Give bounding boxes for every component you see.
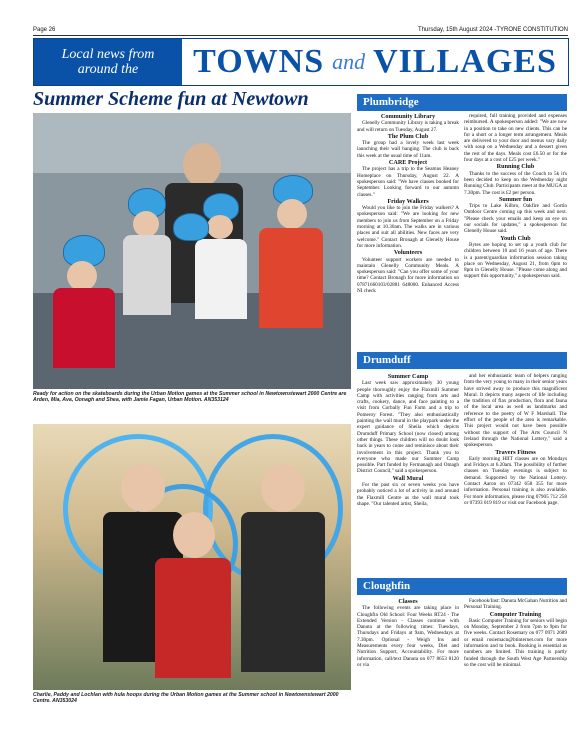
subheading: Computer Training bbox=[489, 610, 542, 618]
paragraph: Would you like to join the Friday walkers? A spokesperson said: "We are looking for new members to join us from September on a Friday morning at 10.30am. The walks are in various places and suit all abilities. New faces are very welcome." Contact Bronagh at Glenelly House for more information. bbox=[357, 205, 459, 249]
subheading: Running Club bbox=[496, 163, 535, 171]
child-face bbox=[121, 464, 165, 512]
page-number: Page 26 bbox=[33, 27, 56, 33]
cloughfin-column-2 bbox=[464, 598, 567, 710]
subheading: Summer Camp bbox=[387, 373, 429, 380]
banner-title bbox=[182, 39, 568, 85]
banner-towns: TOWNS bbox=[193, 43, 325, 80]
photo-skateboard-children bbox=[33, 113, 351, 389]
paragraph: Basic Computer Training for seniors will begin on Monday, September 2 from 7pm to 9pm for five weeks. Contact Rosemary on 077 0971 2689 or email rosiemacn@btinternet.com for more information and to book. Booking is essential as numbers are limited. This training is partly funded through the South West Age Partnership so the cost will be minimal. bbox=[464, 617, 567, 668]
child-face bbox=[173, 512, 215, 558]
plumbridge-column-1 bbox=[357, 113, 459, 341]
paragraph: Early morning HIIT classes are on Mondays and Fridays at 6.20am. The possibility of further classes on Tuesday evenings is subject to demand. Supported by the National Lottery. Contact Aaron on 07342 658 355 for more information. Personal training is also available. For more information, please ring 07905 712 258 or 07393 019 819 or visit our Facebook page. bbox=[464, 455, 567, 506]
paragraph: The project has a trip to the Seamus Heaney Homeplace on Thursday, August 22. A spokesperson said: "We have classes booked for September. Looking forward to our autumn classes." bbox=[357, 166, 459, 198]
paragraph: required, full training provided and expenses reimbursed. A spokesperson added: "We are now in a position to take on new clients. This can be for a short or a longer term arrangement. Meals are delivered to your door and menus vary daily with soup on a Wednesday and a dessert given the rest of the days. Meals cost £6.50 or for the four days at a cost of £25 per week." bbox=[464, 113, 567, 164]
paragraph: Last week saw approximately 30 young people thoroughly enjoy the Flaxmill Summer Camp with activities ranging from arts and crafts, cookery, dance, and face painting to a visit from Corbally Fun Farm and a trip to Pomeroy Forest. "They also enthusiastically painting the wall mural in the playpark under the expert guidance of Sheila which depicts Drumduff Primary School (now closed) among other things. These children will no doubt look back in years to come and reminisce about their involvement in this project. Thank you to everyone who made our Summer Camp possible. Part funded by Fermanagh and Omagh District Council," said a spokesperson. bbox=[357, 380, 459, 475]
subheading: Friday Walkers bbox=[387, 197, 429, 205]
subheading: Community Library bbox=[380, 113, 436, 120]
subheading: Volunteers bbox=[393, 249, 423, 257]
banner-left-panel bbox=[34, 39, 182, 85]
cloughfin-column-1 bbox=[357, 598, 459, 710]
drumduff-column-2 bbox=[464, 373, 567, 573]
subheading: The Plum Club bbox=[387, 132, 429, 140]
paragraph: Thanks to the success of the Couch to 5k it's been decided to keep on the Wednesday night Running Club. Participants meet at the MUGA at 7.30pm. The cost is £2 per person. bbox=[464, 170, 567, 196]
child-face bbox=[207, 215, 233, 239]
paragraph: Glenelly Community Library is taking a break and will return on Tuesday, August 27. bbox=[357, 120, 459, 133]
banner-and: and bbox=[332, 49, 366, 74]
subheading: Travers Fitness bbox=[495, 448, 536, 456]
adult-face bbox=[183, 143, 221, 187]
banner-villages: VILLAGES bbox=[373, 43, 557, 80]
child-shirt bbox=[241, 512, 325, 672]
child-shirt bbox=[123, 235, 171, 315]
paragraph: Bytes are hoping to set up a youth club for children between 10 and 16 years of age. There is a parent/guardian information session taking place on Wednesday, August 21, from 6pm to 8pm in Glenelly House. "Please come along and support this opportunity," a spokesperson said. bbox=[464, 241, 567, 280]
paragraph: and her enthusiastic team of helpers ranging from the very young to many in their senior years have strived away to produce this magnificent Mural. It depicts many aspects of life including the tradition of flax production, flora and fauna of the local area as well as landmarks and reference to the poetry of W F Marshall. The effort of the people of the area is remarkable. This project would not have been possible without the support of The Arts Council N Ireland through the National Lottery," said a spokesperson. bbox=[464, 373, 567, 449]
paragraph: Volunteer support workers are needed to maintain Glenelly Community Meals. A spokesperson said: "Can you offer some of your time? Contact Bronagh for more information on 07871660103/02881 648000. Enhanced Access NI check bbox=[357, 256, 459, 295]
section-header-cloughfin: Cloughfin bbox=[357, 578, 567, 595]
article-headline: Summer Scheme fun at Newtown bbox=[33, 88, 309, 110]
child-shirt bbox=[259, 228, 323, 328]
child-shirt bbox=[155, 558, 231, 678]
page-header-line bbox=[33, 25, 568, 36]
subheading: CARE Project bbox=[388, 159, 428, 167]
child-shirt bbox=[195, 239, 247, 319]
child-face bbox=[277, 199, 307, 229]
plumbridge-column-2 bbox=[464, 113, 567, 341]
child-face bbox=[67, 261, 97, 291]
drumduff-column-1 bbox=[357, 373, 459, 573]
paragraph: For the past six or seven weeks you have probably noticed a lot of activity in and around the Flaxmill Centre as the wall mural took shape. "Our talented artist, Sheila, bbox=[357, 482, 459, 507]
paragraph: The group had a lovely week last week launching their wall hanging. The club is back this week at the usual time of 11am. bbox=[357, 140, 459, 159]
photo2-caption: Charlie, Paddy and Lochlan with hula hoops during the Urban Motion games at the Summer school in Newtownstewart 2000 Centre. AN353024 bbox=[33, 692, 339, 705]
subheading: Classes bbox=[398, 598, 418, 605]
child-face bbox=[133, 211, 159, 237]
child-face bbox=[261, 464, 305, 512]
subheading: Youth Club bbox=[500, 234, 531, 242]
subheading: Wall Mural bbox=[392, 474, 424, 482]
banner-line-2: around the bbox=[77, 62, 139, 77]
photo-hula-hoops bbox=[33, 424, 351, 690]
section-header-drumduff: Drumduff bbox=[357, 352, 567, 369]
date-line: Thursday, 15th August 2024 -TYRONE CONSTITUTION bbox=[418, 27, 568, 33]
helmet bbox=[173, 213, 209, 241]
child-shirt bbox=[53, 288, 115, 368]
subheading: Summer fun bbox=[498, 195, 533, 203]
photo1-caption: Ready for action on the skateboards during the Urban Motion games at the Summer school in Newtownstewart 2000 Centre are Arden, Mia, Ava, Oonagh and Shea, with Jamie Fagan, Urban Motion. AN353124 bbox=[33, 391, 347, 404]
paragraph: The following events are taking place in Cloughfin Old School: Four Weeks RT24 - The Extended Version - Classes continue with Danuta at the following times: Tuesdays, Thursdays and Fridays at 9am, Wednesdays at 7.30pm. Optional - Weigh Ins and Measurements every four weeks, Diet and Nutrition Support, Accountability. For more information, call/text Danuta on 077 8653 8120 or via bbox=[357, 605, 459, 668]
section-header-plumbridge: Plumbridge bbox=[357, 94, 567, 111]
paragraph: Facebook/Inst: Danuta McGahan Nutrition and Personal Training. bbox=[464, 598, 567, 611]
paragraph: Trips to Lake Kilbro, Oakfire and Gortin Outdoor Centre coming up this week and next. "Please check your emails and keep an eye on our socials for updates," a spokesperson for Glenelly House said. bbox=[464, 203, 567, 235]
banner-line-1: Local news from bbox=[61, 47, 155, 62]
section-banner bbox=[33, 38, 569, 86]
